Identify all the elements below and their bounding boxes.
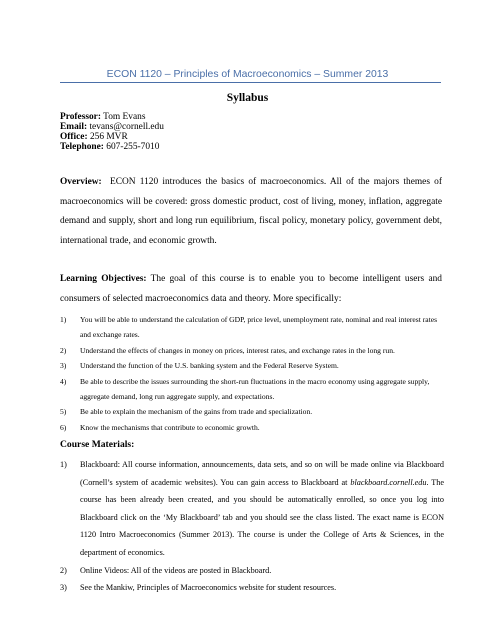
list-item: 3) See the Mankiw, Principles of Macroeconomics website for student resources. <box>60 583 337 593</box>
contact-block <box>60 112 164 152</box>
objectives-list <box>60 312 444 435</box>
objectives-label: Learning Objectives: <box>60 274 147 284</box>
blackboard-link[interactable]: blackboard.cornell.edu <box>350 477 427 487</box>
header-rule <box>60 82 441 83</box>
materials-list <box>60 456 444 597</box>
contact-telephone: Telephone: 607-255-7010 <box>60 142 160 152</box>
overview-label: Overview: <box>60 177 102 187</box>
overview-text: ECON 1120 introduces the basics of macroeconomics. All of the majors themes of macroeconomics will be covered: gross domestic product, cost of living, money, inflation, aggregate demand and supply, short and long run equilibrium, fiscal policy, monetary policy, government debt, international trade, and economic growth. <box>60 177 442 246</box>
contact-office: Office: 256 MVR <box>60 132 128 142</box>
contact-professor: Professor: Tom Evans <box>60 112 146 122</box>
overview-section <box>60 173 442 251</box>
list-item: 1) You will be able to understand the calculation of GDP, price level, unemployment rate, nominal and real interest rates and exchange rates. <box>60 315 438 340</box>
list-item: 2) Online Videos: All of the videos are posted in Blackboard. <box>60 565 272 575</box>
list-item: 6) Know the mechanisms that contribute to economic growth. <box>60 422 260 432</box>
contact-email: Email: tevans@cornell.edu <box>60 122 164 132</box>
list-item: 1) Blackboard: All course information, announcements, data sets, and so on will be made online via Blackboard (Cornell’s system of academic websites). You can gain access to Blackboard at blackboard.cornell.edu. The course has been already been created, and you should be automatically enrolled, so once you log into Blackboard click on the ‘My Blackboard’ tab and you should see the class listed. The exact name is ECON 1120 Intro Macroeconomics (Summer 2013). The course is under the College of Arts & Sciences, in the department of economics. <box>60 460 444 557</box>
list-item: 2) Understand the effects of changes in money on prices, interest rates, and exchange rates in the long run. <box>60 345 395 355</box>
list-item: 4) Be able to describe the issues surrounding the short-run fluctuations in the macro economy using aggregate supply, aggregate demand, long run aggregate supply, and expectations. <box>60 376 430 402</box>
list-item: 5) Be able to explain the mechanism of the gains from trade and specialization. <box>60 407 313 417</box>
objectives-text: The goal of this course is to enable you to become intelligent users and consumers of selected macroeconomics data and theory. More specifically: <box>60 274 442 304</box>
materials-heading: Course Materials: <box>60 439 135 450</box>
page-title: Syllabus <box>226 92 269 104</box>
course-header: ECON 1120 – Principles of Macroeconomics – Summer 2013 <box>106 69 389 80</box>
objectives-section <box>60 270 442 309</box>
list-item: 3) Understand the function of the U.S. banking system and the Federal Reserve System. <box>60 361 339 371</box>
